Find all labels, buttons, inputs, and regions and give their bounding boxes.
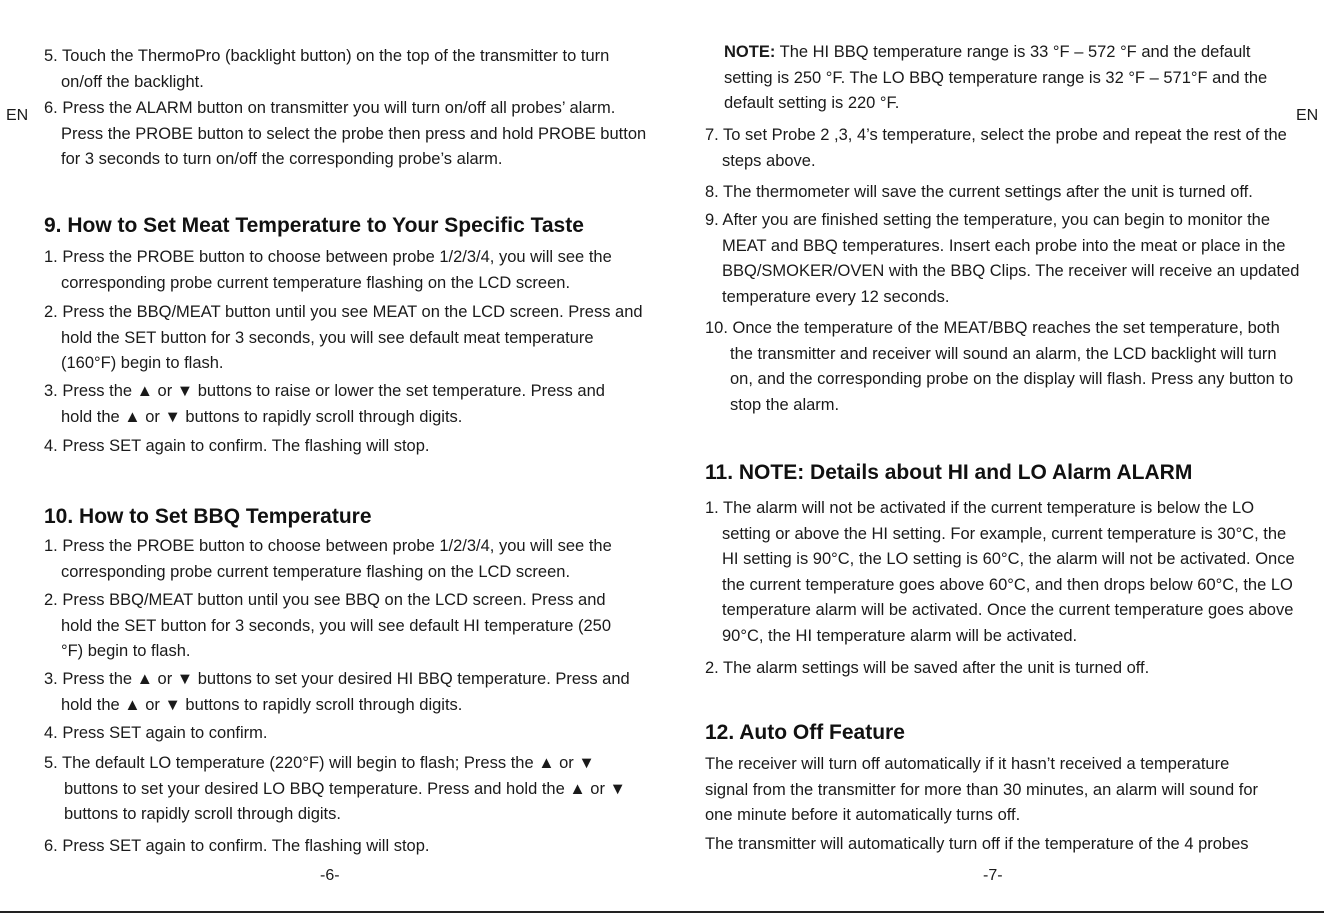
note-label: NOTE: — [724, 43, 776, 61]
bottom-divider — [0, 911, 1324, 913]
section-10-heading: 10. How to Set BBQ Temperature — [44, 505, 372, 528]
section-10-item-5: 5. The default LO temperature (220°F) will begin to flash; Press the ▲ or ▼ buttons to set your desired LO BBQ temperature. Press and hold the ▲ or ▼ buttons to rapidly scroll through digits. — [44, 754, 626, 823]
right-item-8: 8. The thermometer will save the current settings after the unit is turned off. — [705, 183, 1253, 201]
right-item-10: 10. Once the temperature of the MEAT/BBQ reaches the set temperature, both the transmitter and receiver will sound an alarm, the LCD backlight will turn on, and the corresponding probe on the display will flash. Press any button to stop the alarm. — [705, 319, 1294, 414]
note-bbq-range — [724, 40, 1272, 117]
section-9-item-3: 3. Press the ▲ or ▼ buttons to raise or lower the set temperature. Press and hold the ▲ or ▼ buttons to rapidly scroll through digits. — [44, 382, 605, 426]
section-11-item-1: 1. The alarm will not be activated if the current temperature is below the LO setting or above the HI setting. For example, current temperature is 30°C, the HI setting is 90°C, the LO setting is 60°C, the alarm will not be activated. Once the current temperature goes above 60°C, and then drops below 60°C, the LO temperature alarm will be activated. Once the current temperature goes above 90°C, the HI temperature alarm will be activated. — [705, 499, 1295, 645]
section-9-item-4: 4. Press SET again to confirm. The flashing will stop. — [44, 437, 430, 455]
section-9-item-2: 2. Press the BBQ/MEAT button until you see MEAT on the LCD screen. Press and hold the SET button for 3 seconds, you will see default meat temperature (160°F) begin to flash. — [44, 303, 643, 372]
language-tag-left: EN — [6, 107, 29, 124]
right-item-7: 7. To set Probe 2 ,3, 4’s temperature, select the probe and repeat the rest of the steps above. — [705, 126, 1287, 170]
page-number-right: -7- — [983, 867, 1003, 884]
section-9-heading: 9. How to Set Meat Temperature to Your Specific Taste — [44, 214, 584, 237]
note-text: The HI BBQ temperature range is 33 °F – 572 °F and the default setting is 250 °F. The LO BBQ temperature range is 32 °F – 571°F and the default setting is 220 °F. — [724, 43, 1268, 112]
section-12-paragraph-2: The transmitter will automatically turn off if the temperature of the 4 probes — [705, 835, 1249, 853]
right-item-9: 9. After you are finished setting the temperature, you can begin to monitor the MEAT and BBQ temperatures. Insert each probe into the meat or place in the BBQ/SMOKER/OVEN with the BBQ Clips. The receiver will receive an updated temperature every 12 seconds. — [705, 211, 1300, 306]
language-tag-right: EN — [1296, 107, 1319, 124]
section-12-paragraph-1: The receiver will turn off automatically if it hasn’t received a temperature signal from the transmitter for more than 30 minutes, an alarm will sound for one minute before it automatically turns off. — [705, 755, 1258, 824]
section-11-item-2: 2. The alarm settings will be saved after the unit is turned off. — [705, 659, 1150, 677]
section-9-item-1: 1. Press the PROBE button to choose between probe 1/2/3/4, you will see the corresponding probe current temperature flashing on the LCD screen. — [44, 248, 612, 292]
section-10-item-4: 4. Press SET again to confirm. — [44, 724, 268, 742]
section-10-item-2: 2. Press BBQ/MEAT button until you see BBQ on the LCD screen. Press and hold the SET button for 3 seconds, you will see default HI temperature (250 °F) begin to flash. — [44, 591, 612, 660]
intro-item-5: 5. Touch the ThermoPro (backlight button) on the top of the transmitter to turn on/off the backlight. — [44, 47, 610, 91]
section-11-heading: 11. NOTE: Details about HI and LO Alarm ALARM — [705, 461, 1193, 484]
section-10-item-3: 3. Press the ▲ or ▼ buttons to set your desired HI BBQ temperature. Press and hold the ▲ or ▼ buttons to rapidly scroll through digits. — [44, 670, 630, 714]
section-10-item-1: 1. Press the PROBE button to choose between probe 1/2/3/4, you will see the corresponding probe current temperature flashing on the LCD screen. — [44, 537, 612, 581]
right-page — [662, 0, 1324, 914]
intro-item-6: 6. Press the ALARM button on transmitter you will turn on/off all probes’ alarm. Press the PROBE button to select the probe then press and hold PROBE button for 3 seconds to turn on/off the corresponding probe’s alarm. — [44, 99, 647, 168]
section-10-item-6: 6. Press SET again to confirm. The flashing will stop. — [44, 837, 430, 855]
page-number-left: -6- — [320, 867, 340, 884]
section-12-heading: 12. Auto Off Feature — [705, 721, 905, 744]
